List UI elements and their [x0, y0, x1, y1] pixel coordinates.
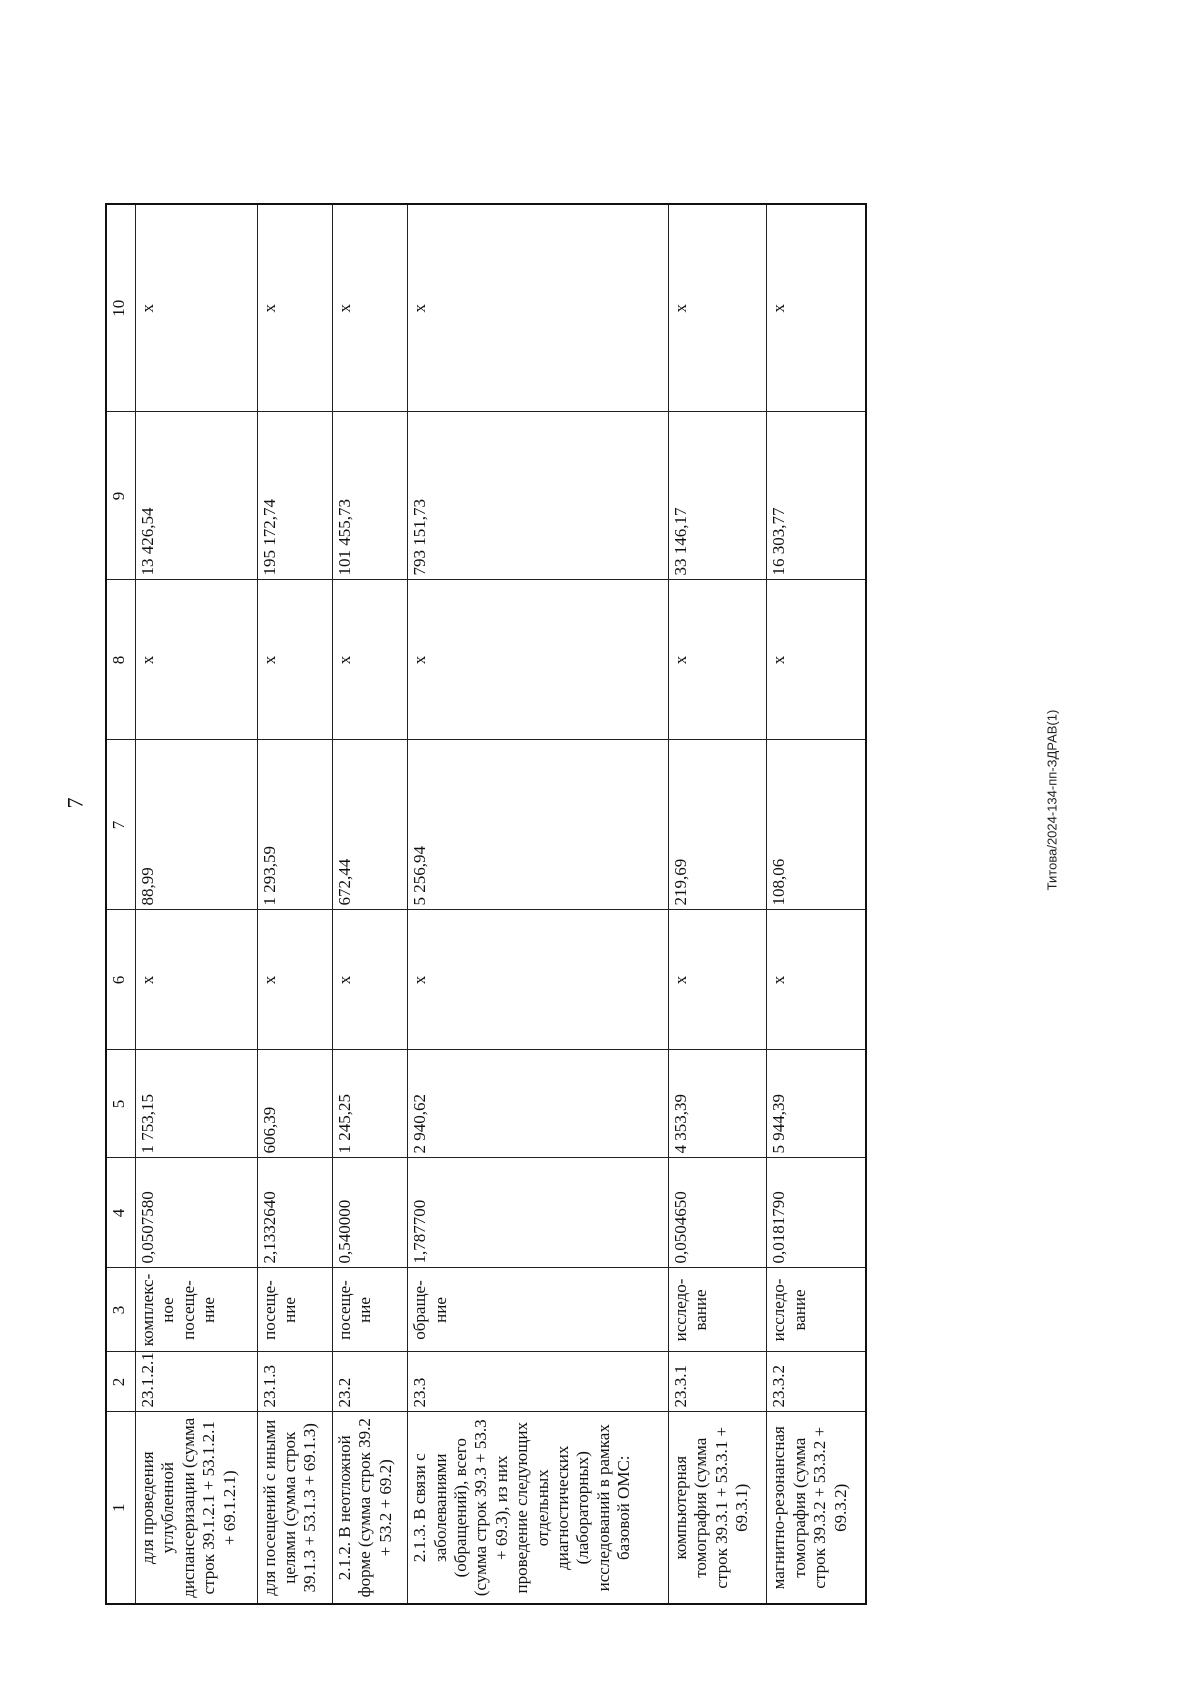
row-col6: х — [767, 910, 866, 1050]
row-code: 23.3 — [408, 1352, 669, 1412]
row-cost-norm: 4 353,39 — [668, 1050, 766, 1158]
row-col8: х — [408, 580, 669, 740]
document-id-label — [1044, 709, 1060, 891]
row-description: 2.1.3. В связи с заболеваниями (обращений), всего (сумма строк 39.3 + 53.3 + 69.3), из них проведение следующих отдельных диагностических (лабораторных) исследований в рамках базовой ОМС: — [408, 1412, 669, 1604]
row-unit: исследо-вание — [767, 1268, 866, 1352]
row-col7: 1 293,59 — [257, 740, 332, 910]
row-volume-norm: 0,540000 — [332, 1158, 407, 1268]
row-unit: обраще-ние — [408, 1268, 669, 1352]
row-col7: 219,69 — [668, 740, 766, 910]
row-col6: х — [408, 910, 669, 1050]
document-id-text: Титова/2024-134-пп-ЗДРАВ(1) — [1044, 709, 1060, 891]
row-description: для проведения углубленной диспансеризации (сумма строк 39.1.2.1 + 53.1.2.1 + 69.1.2.1) — [136, 1412, 258, 1604]
col-header-7: 7 — [106, 740, 136, 910]
row-col7: 672,44 — [332, 740, 407, 910]
col-header-5: 5 — [106, 1050, 136, 1158]
col-header-4: 4 — [106, 1158, 136, 1268]
table-row — [332, 204, 407, 1604]
row-volume-norm: 0,0504650 — [668, 1158, 766, 1268]
row-code: 23.1.3 — [257, 1352, 332, 1412]
row-unit: исследо-вание — [668, 1268, 766, 1352]
table-row — [257, 204, 332, 1604]
row-col7: 5 256,94 — [408, 740, 669, 910]
row-col9: 195 172,74 — [257, 412, 332, 580]
row-col10: х — [257, 204, 332, 412]
page-number: 7 — [62, 797, 88, 809]
row-col7: 88,99 — [136, 740, 258, 910]
header-row — [106, 204, 136, 1604]
row-cost-norm: 606,39 — [257, 1050, 332, 1158]
row-code: 23.3.1 — [668, 1352, 766, 1412]
row-cost-norm: 2 940,62 — [408, 1050, 669, 1158]
col-header-8: 8 — [106, 580, 136, 740]
row-col10: х — [668, 204, 766, 412]
row-col8: х — [767, 580, 866, 740]
row-unit: посеще-ние — [332, 1268, 407, 1352]
row-col8: х — [257, 580, 332, 740]
col-header-1: 1 — [106, 1412, 136, 1604]
table-row — [136, 204, 258, 1604]
row-col9: 793 151,73 — [408, 412, 669, 580]
row-description: 2.1.2. В неотложной форме (сумма строк 39.2 + 53.2 + 69.2) — [332, 1412, 407, 1604]
row-volume-norm: 2,1332640 — [257, 1158, 332, 1268]
col-header-9: 9 — [106, 412, 136, 580]
row-volume-norm: 0,0181790 — [767, 1158, 866, 1268]
row-code: 23.1.2.1 — [136, 1352, 258, 1412]
row-volume-norm: 0,0507580 — [136, 1158, 258, 1268]
col-header-6: 6 — [106, 910, 136, 1050]
row-code: 23.2 — [332, 1352, 407, 1412]
table-row — [668, 204, 766, 1604]
row-unit: посеще-ние — [257, 1268, 332, 1352]
row-description: для посещений с иными целями (сумма строк 39.1.3 + 53.1.3 + 69.1.3) — [257, 1412, 332, 1604]
row-unit: комплекс-ное посеще-ние — [136, 1268, 258, 1352]
row-col10: х — [136, 204, 258, 412]
row-description: магнитно-резонансная томография (сумма строк 39.3.2 + 53.3.2 + 69.3.2) — [767, 1412, 866, 1604]
row-col8: х — [332, 580, 407, 740]
row-col10: х — [408, 204, 669, 412]
row-col9: 101 455,73 — [332, 412, 407, 580]
row-col6: х — [136, 910, 258, 1050]
row-col10: х — [332, 204, 407, 412]
col-header-2: 2 — [106, 1352, 136, 1412]
row-col9: 13 426,54 — [136, 412, 258, 580]
row-col9: 16 303,77 — [767, 412, 866, 580]
row-col8: х — [136, 580, 258, 740]
col-header-10: 10 — [106, 204, 136, 412]
row-code: 23.3.2 — [767, 1352, 866, 1412]
tariff-table — [105, 203, 867, 1605]
col-header-3: 3 — [106, 1268, 136, 1352]
row-col9: 33 146,17 — [668, 412, 766, 580]
row-col8: х — [668, 580, 766, 740]
row-cost-norm: 5 944,39 — [767, 1050, 866, 1158]
row-cost-norm: 1 753,15 — [136, 1050, 258, 1158]
row-col7: 108,06 — [767, 740, 866, 910]
row-cost-norm: 1 245,25 — [332, 1050, 407, 1158]
table-row — [408, 204, 669, 1604]
row-description: компьютерная томография (сумма строк 39.3.1 + 53.3.1 + 69.3.1) — [668, 1412, 766, 1604]
row-col6: х — [257, 910, 332, 1050]
row-col6: х — [332, 910, 407, 1050]
row-col6: х — [668, 910, 766, 1050]
row-col10: х — [767, 204, 866, 412]
table-row — [767, 204, 866, 1604]
row-volume-norm: 1,787700 — [408, 1158, 669, 1268]
tariff-table-wrapper — [105, 205, 867, 1605]
